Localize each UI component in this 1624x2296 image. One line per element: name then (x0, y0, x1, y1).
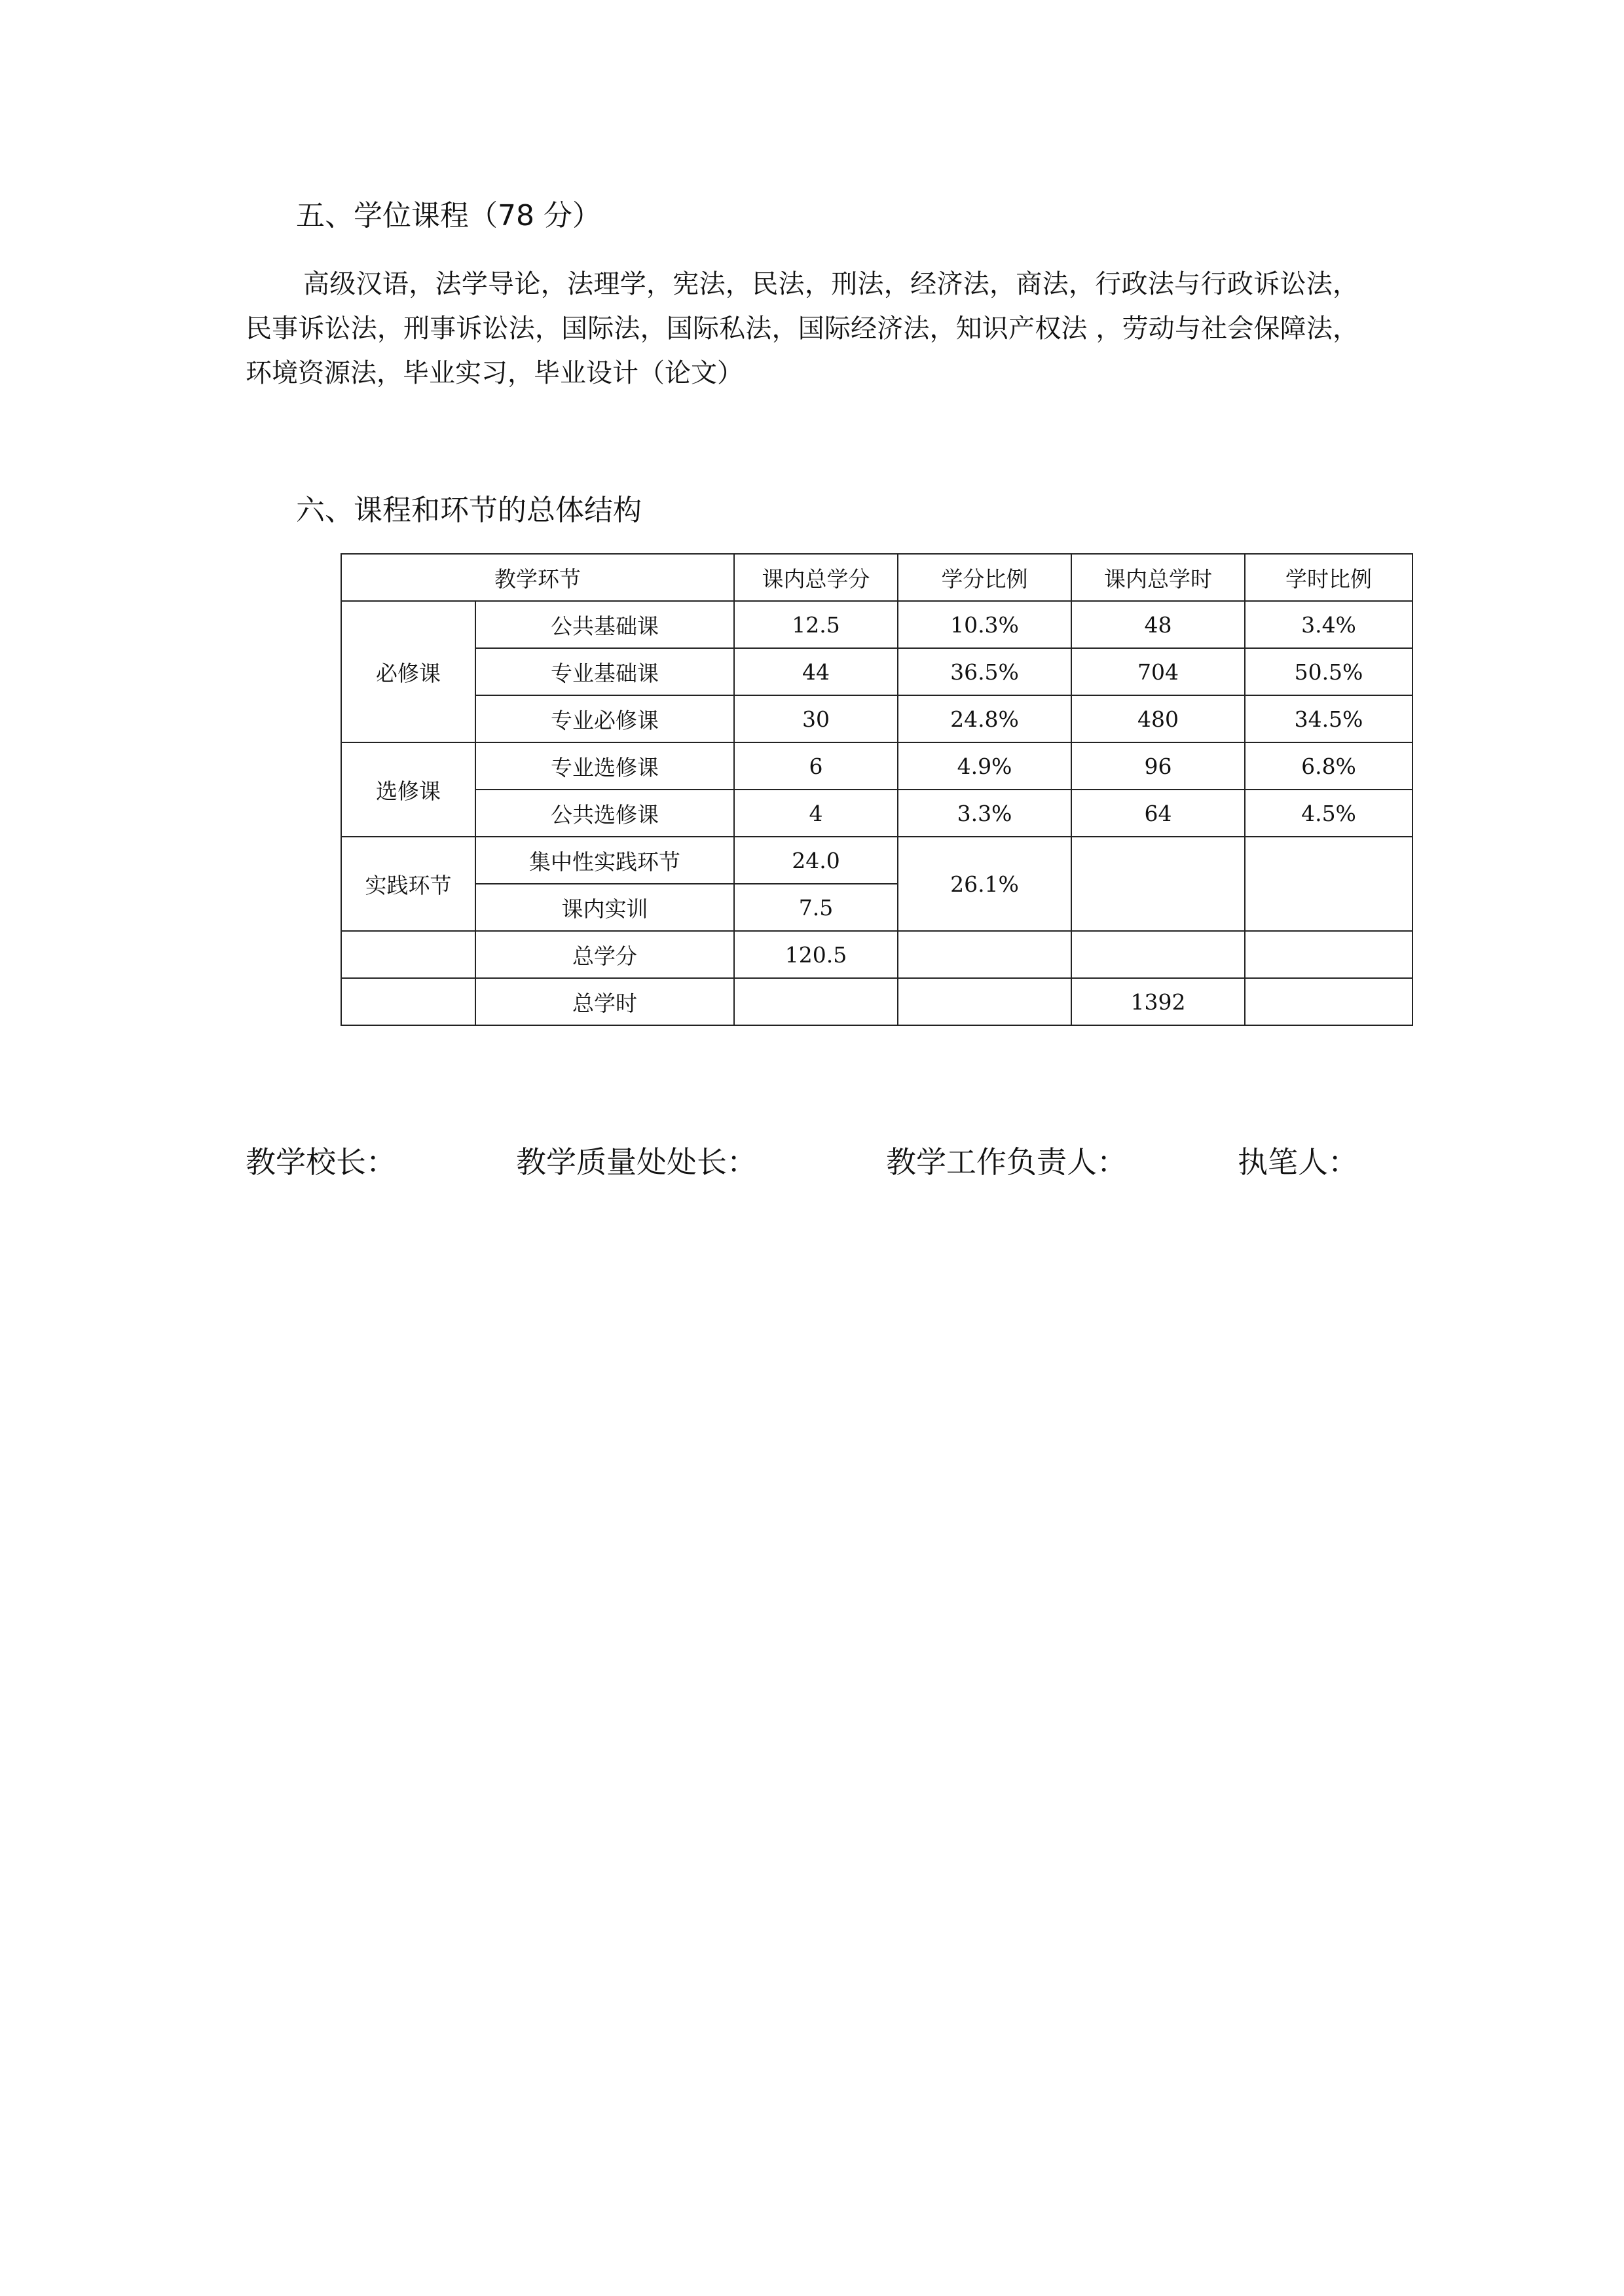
signature-teaching-principal: 教学校长： (246, 1144, 396, 1180)
section-heading-course-structure: 六、课程和环节的总体结构 (296, 494, 642, 527)
empty-cell (734, 978, 898, 1025)
credits-cell: 4 (734, 790, 898, 837)
table-row (341, 790, 1412, 837)
hours-cell (1071, 837, 1245, 931)
table-row (341, 601, 1412, 648)
course-name: 课内实训 (475, 884, 734, 931)
hours-cell: 96 (1071, 742, 1245, 790)
hour-ratio-cell: 4.5% (1245, 790, 1412, 837)
total-hours-label: 总学时 (475, 978, 734, 1025)
group-elective: 选修课 (341, 742, 475, 837)
empty-cell (1245, 978, 1412, 1025)
header-credit-ratio: 学分比例 (898, 554, 1071, 601)
degree-courses-paragraph: 高级汉语，法学导论，法理学，宪法，民法，刑法，经济法，商法，行政法与行政诉讼法，民事诉讼法，刑事诉讼法，国际法，国际私法，国际经济法，知识产权法 ，劳动与社会保障法，环境资源法，毕业实习，毕业设计（论文） (246, 269, 1359, 388)
signature-row (0, 1139, 1624, 1185)
total-credits-value: 120.5 (734, 931, 898, 978)
total-credits-label: 总学分 (475, 931, 734, 978)
section-heading-degree-courses: 五、学位课程（78 分） (296, 199, 601, 232)
credits-cell: 6 (734, 742, 898, 790)
credit-ratio-cell: 10.3% (898, 601, 1071, 648)
hours-cell: 704 (1071, 648, 1245, 695)
hour-ratio-cell: 6.8% (1245, 742, 1412, 790)
course-name: 专业选修课 (475, 742, 734, 790)
table-row-total-hours (341, 978, 1412, 1025)
credits-cell: 30 (734, 695, 898, 742)
course-name: 专业基础课 (475, 648, 734, 695)
table-header-row (341, 554, 1412, 601)
hours-cell: 64 (1071, 790, 1245, 837)
empty-cell (341, 978, 475, 1025)
hours-cell: 480 (1071, 695, 1245, 742)
course-name: 公共基础课 (475, 601, 734, 648)
course-name: 专业必修课 (475, 695, 734, 742)
header-hours: 课内总学时 (1071, 554, 1245, 601)
group-practice: 实践环节 (341, 837, 475, 931)
table-row (341, 695, 1412, 742)
credit-ratio-cell: 24.8% (898, 695, 1071, 742)
credit-ratio-cell: 36.5% (898, 648, 1071, 695)
hour-ratio-cell (1245, 837, 1412, 931)
credits-cell: 44 (734, 648, 898, 695)
empty-cell (898, 931, 1071, 978)
course-structure-table (341, 553, 1413, 1026)
credits-cell: 7.5 (734, 884, 898, 931)
credit-ratio-cell: 4.9% (898, 742, 1071, 790)
hour-ratio-cell: 34.5% (1245, 695, 1412, 742)
signature-teaching-work-lead: 教学工作负责人： (886, 1144, 1127, 1180)
group-required: 必修课 (341, 601, 475, 742)
empty-cell (898, 978, 1071, 1025)
signature-author: 执笔人： (1238, 1144, 1358, 1180)
course-name: 公共选修课 (475, 790, 734, 837)
credit-ratio-cell: 3.3% (898, 790, 1071, 837)
credits-cell: 24.0 (734, 837, 898, 884)
empty-cell (1071, 931, 1245, 978)
header-credits: 课内总学分 (734, 554, 898, 601)
hours-cell: 48 (1071, 601, 1245, 648)
header-teaching-segment: 教学环节 (341, 554, 734, 601)
hour-ratio-cell: 50.5% (1245, 648, 1412, 695)
table-row (341, 742, 1412, 790)
credits-cell: 12.5 (734, 601, 898, 648)
table-row-total-credits (341, 931, 1412, 978)
signature-quality-office-head: 教学质量处处长： (516, 1144, 757, 1180)
empty-cell (1245, 931, 1412, 978)
table-row (341, 648, 1412, 695)
empty-cell (341, 931, 475, 978)
hour-ratio-cell: 3.4% (1245, 601, 1412, 648)
credit-ratio-cell: 26.1% (898, 837, 1071, 931)
total-hours-value: 1392 (1071, 978, 1245, 1025)
table-row (341, 837, 1412, 884)
course-name: 集中性实践环节 (475, 837, 734, 884)
course-structure-table-wrapper (341, 553, 1413, 1026)
header-hour-ratio: 学时比例 (1245, 554, 1412, 601)
